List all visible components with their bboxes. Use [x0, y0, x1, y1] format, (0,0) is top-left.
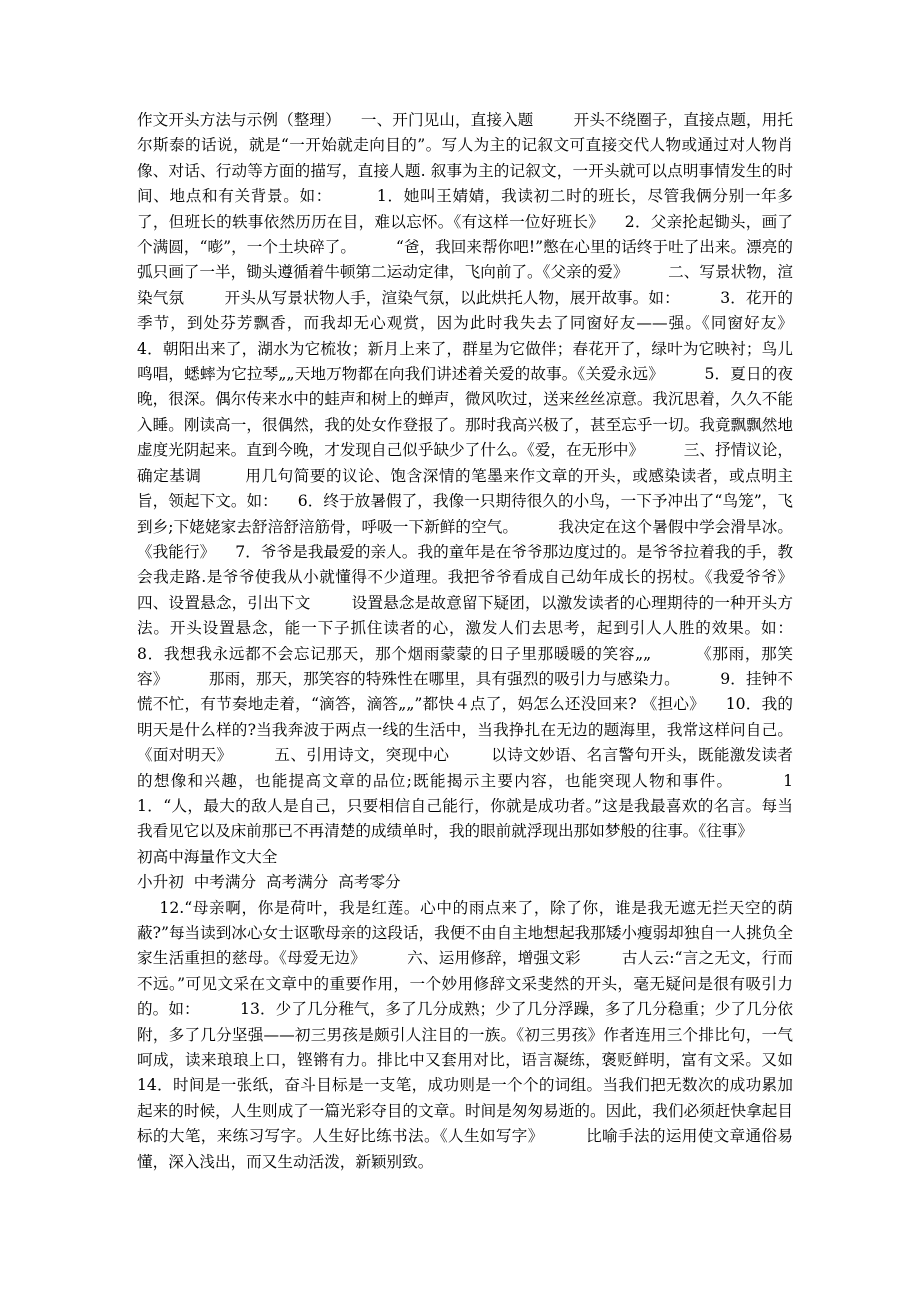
document-page — [137, 108, 833, 1175]
ad-line-exam-categories: 小升初 中考满分 高考满分 高考零分 — [137, 873, 401, 892]
ad-line-essay-collection: 初高中海量作文大全 — [137, 847, 278, 866]
body-paragraph-1: 作文开头方法与示例（整理） 一、开门见山，直接入题 开头不绕圈子，直接点题，用托尔斯泰的话说，就是“一开始就走向目的”。写人为主的记叙文可直接交代人物或通过对人物肖像、对话、行动等方面的描写，直接人题. 叙事为主的记叙文，一开头就可以点明事情发生的时间、地点和有关背景。如： 1．她叫王婧婧，我读初二时的班长，尽管我俩分别一年多了，但班长的轶事依然历历在目，难以忘怀。《有这样一位好班长》 2．父亲抡起锄头，画了个满圆，“嘭”，一个土块碎了。 “爸，我回来帮你吧!”憋在心里的话终于吐了出来。漂亮的弧只画了一半，锄头遵循着牛顿第二运动定律，飞向前了。《父亲的爱》 二、写景状物，渲染气氛 开头从写景状物人手，渲染气氛，以此烘托人物，展开故事。如： 3．花开的季节，到处芬芳飘香，而我却无心观赏，因为此时我失去了同窗好友——强。《同窗好友》 4．朝阳出来了，湖水为它梳妆；新月上来了，群星为它做伴；春花开了，绿叶为它映衬；鸟儿鸣唱，蟋蟀为它拉琴„„天地万物都在向我们讲述着关爱的故事。《关爱永远》 5．夏日的夜晚，很深。偶尔传来水中的蛙声和树上的蝉声，微风吹过，送来丝丝凉意。我沉思着，久久不能入睡。刚读高一，很偶然，我的处女作登报了。那时我高兴极了，甚至忘乎一切。我竟飘飘然地虚度光阴起来。直到今晚，才发现自己似乎缺少了什么。《爱，在无形中》 三、抒情议论，确定基调 用几句简要的议论、饱含深情的笔墨来作文章的开头，或感染读者，或点明主旨，领起下文。如： 6．终于放暑假了，我像一只期待很久的小鸟，一下予冲出了“鸟笼”，飞到乡;下姥姥家去舒涪舒涪筋骨，呼吸一下新鲜的空气。 我决定在这个暑假中学会滑旱冰。《我能行》 7．爷爷是我最爱的亲人。我的童年是在爷爷那边度过的。是爷爷拉着我的手，教会我走路.是爷爷使我从小就懂得不少道理。我把爷爷看成自己幼年成长的拐杖。《我爱爷爷》 四、设置悬念，引出下文 设置悬念是故意留下疑团，以激发读者的心理期待的一种开头方法。开头设置悬念，能一下子抓住读者的心，激发人们去思考，起到引人人胜的效果。如： 8．我想我永远都不会忘记那天，那个烟雨蒙蒙的日子里那暖暖的笑容„„ 《那雨，那笑容》 那雨，那天，那笑容的特殊性在哪里，具有强烈的吸引力与感染力。 9．挂钟不慌不忙，有节奏地走着，“滴答，滴答„„”都快４点了，妈怎么还没回来? 《担心》 10．我的明天是什么样的?当我奔波于两点一线的生活中，当我挣扎在无边的题海里，我常这样问自己。《面对明天》 五、引用诗文，突现中心 以诗文妙语、名言警句开头，既能激发读者的想像和兴趣，也能提高文章的品位;既能揭示主要内容，也能突现人物和事件。 11．“人，最大的敌人是自己，只要相信自己能行，你就是成功者。”这是我最喜欢的名言。每当我看见它以及床前那已不再清楚的成绩单时，我的眼前就浮现出那如梦般的往事。《往事》 — [137, 111, 833, 841]
body-paragraph-2: 12.“母亲啊，你是荷叶，我是红莲。心中的雨点来了，除了你，谁是我无遮无拦天空的荫蔽?”每当读到冰心女士讴歌母亲的这段话，我便不由自主地想起我那矮小瘦弱却独自一人挑负全家生活重担的慈母。《母爱无边》 六、运用修辞，增强文彩 古人云:“言之无文，行而不远。”可见文采在文章中的重要作用，一个妙用修辞文采斐然的开头，毫无疑问是很有吸引力的。如： 13．少了几分稚气，多了几分成熟；少了几分浮躁，多了几分稳重；少了几分依附，多了几分坚强——初三男孩是颇引人注目的一族。《初三男孩》作者连用三个排比句，一气呵成，读来琅琅上口，铿锵有力。排比中又套用对比，语言凝练，褒贬鲜明，富有文采。又如 14．时间是一张纸，奋斗目标是一支笔，成功则是一个个的词组。当我们把无数次的成功累加起来的时候，人生则成了一篇光彩夺目的文章。时间是匆匆易逝的。因此，我们必须赶快拿起目标的大笔，来练习写字。人生好比练书法。《人生如写字》 比喻手法的运用使文章通俗易懂，深入浅出，而又生动活泼，新颖别致。 — [137, 898, 833, 1171]
